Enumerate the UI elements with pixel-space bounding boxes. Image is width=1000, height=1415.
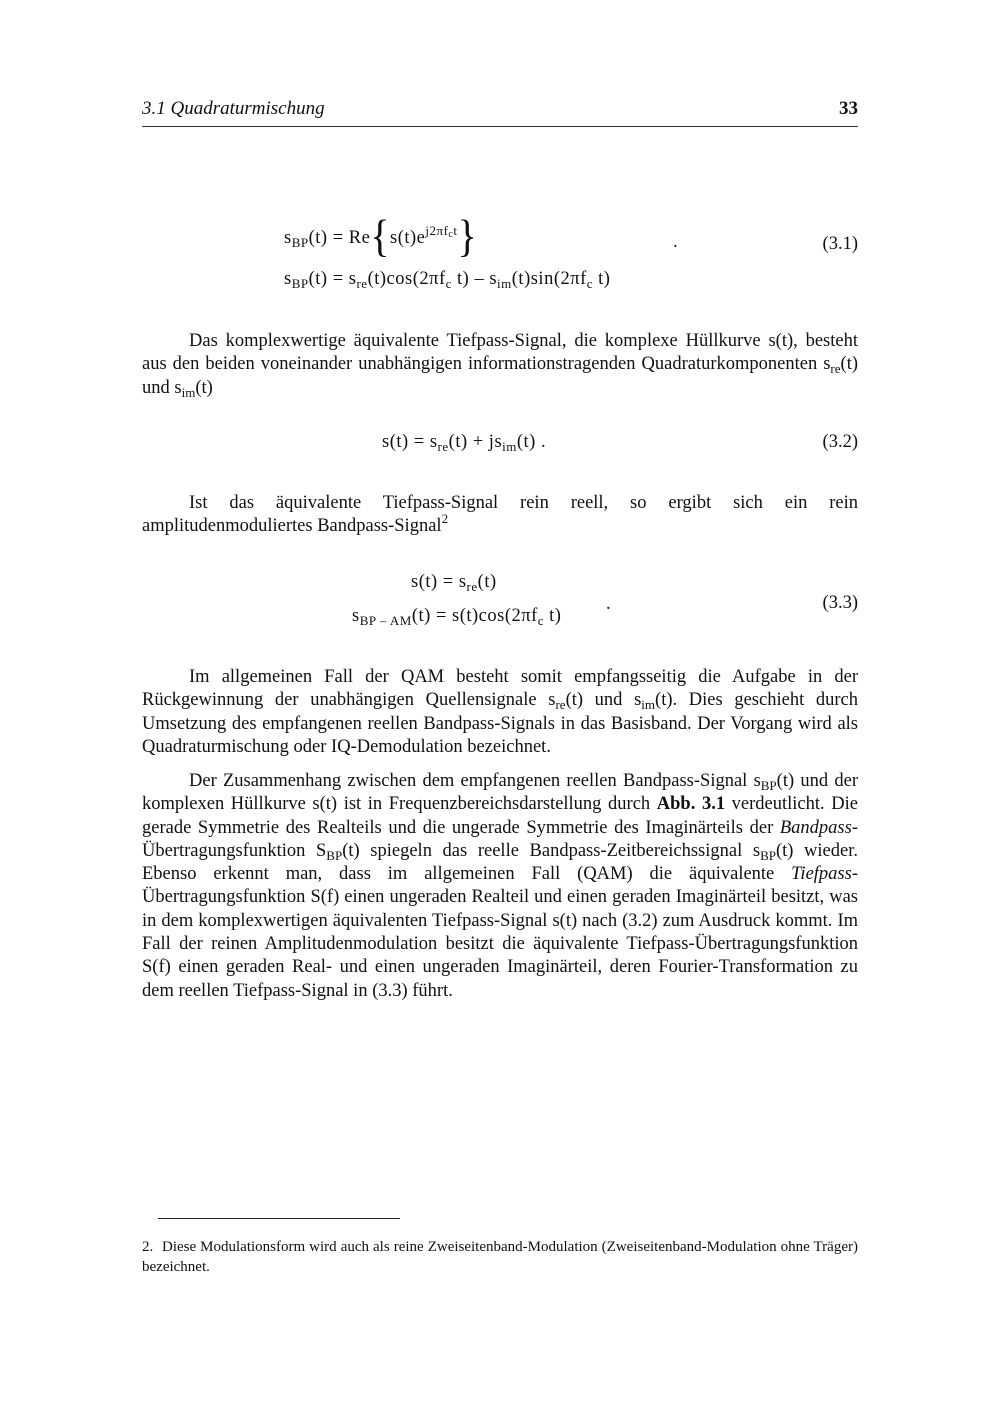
equation-3-1-line1: $s_{BP}(t) = Re\{s(t)e^{j2\pi f_ct}\}$ (284, 209, 478, 262)
paragraph-4: Der Zusammenhang zwischen dem empfangenen reellen Bandpass-Signal $s_{BP}(t)$ und der komplexen Hüllkurve s(t) ist in Frequenzbereichsdarstellung durch Abb. 3.1 verdeutlicht. Die gerade Symmetrie des Realteils und die ungerade Symmetrie des Imaginärteils der Bandpass-Übertragungsfunktion $S_{BP}(t)$ spiegeln das reelle Bandpass-Zeitbereichssignal $s_{BP}(t)$ wieder. Ebenso erkennt man, dass im allgemeinen Fall (QAM) die äquivalente Tiefpass-Übertragungsfunktion S(f) einen ungeraden Realteil und einen geraden Imaginärteil besitzt, was in dem komplexwertigen äquivalenten Tiefpass-Signal s(t) nach (3.2) zum Ausdruck kommt. Im Fall der reinen Amplitudenmodulation besitzt die äquivalente Tiefpass-Übertragungsfunktion S(f) einen geraden Real- und einen ungeraden Imaginärteil, deren Fourier-Transformation zu dem reellen Tiefpass-Signal in (3.3) führt. (142, 771, 858, 1001)
equation-number-3-2: (3.2) (822, 432, 858, 452)
footnote-rule (158, 1218, 400, 1219)
equation-number-3-3: (3.3) (822, 593, 858, 613)
paragraph-1: Das komplexwertige äquivalente Tiefpass-Signal, die komplexe Hüllkurve s(t), besteht aus den beiden voneinander unabhängigen informationstragenden Quadraturkomponenten $s_{re}(t)$ und $s_{im}(t)$ (142, 331, 858, 400)
running-head (142, 98, 858, 127)
page-number: 33 (839, 98, 858, 119)
equation-3-1-dot: . (673, 232, 679, 252)
section-title: 3.1 Quadraturmischung (142, 98, 325, 119)
footnote-number: 2. (142, 1239, 154, 1255)
equation-3-1-line2: $s_{BP}(t) = s_{re}(t)\cos(2\pi f_c$ $t) - s_{im}(t)\sin(2\pi f_c$ t) (284, 269, 611, 291)
equation-3-3-dot: . (606, 594, 612, 614)
footnote (142, 1238, 858, 1277)
footnote-text: Diese Modulationsform wird auch als reine Zweiseitenband-Modulation (Zweiseitenband-Modulation ohne Träger) bezeichnet. (142, 1239, 858, 1275)
paragraph-3: Im allgemeinen Fall der QAM besteht somit empfangsseitig die Aufgabe in der Rückgewinnung der unabhängigen Quellensignale $s_{re}(t)$ und $s_{im}(t)$. Dies geschieht durch Umsetzung des empfangenen reellen Bandpass-Signals in das Basisband. Der Vorgang wird als Quadraturmischung oder IQ-Demodulation bezeichnet. (142, 667, 858, 757)
paragraph-2: Ist das äquivalente Tiefpass-Signal rein reell, so ergibt sich ein rein amplitudenmoduliertes Bandpass-Signal$^2$ (142, 493, 858, 537)
left-brace: { (370, 209, 391, 262)
equation-3-2: $s(t) = s_{re}(t) + js_{im}(t)$ . (382, 432, 547, 454)
equation-3-3-line2: $s_{BP - AM}(t) = s(t)\cos(2\pi f_c$ t) (352, 606, 562, 628)
figure-reference[interactable]: Abb. 3.1 (656, 794, 726, 815)
right-brace: } (457, 209, 478, 262)
footnote-reference[interactable]: 2 (441, 511, 449, 527)
equation-3-3-line1: $s(t) = s_{re}(t)$ (411, 572, 497, 594)
equation-number-3-1: (3.1) (822, 234, 858, 254)
